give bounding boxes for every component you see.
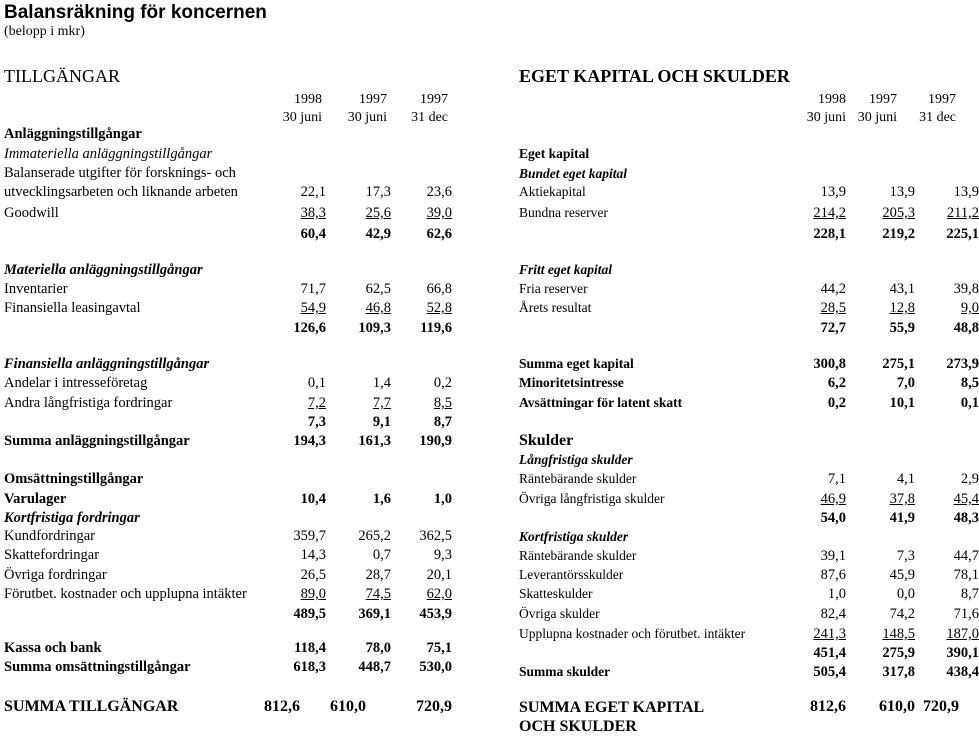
liability-row (519, 146, 959, 165)
asset-row-value-1: 28,7 (365, 567, 391, 583)
asset-row (4, 262, 456, 281)
liab-year-1997b: 1997 (928, 92, 956, 107)
liability-row-label: Årets resultat (519, 300, 592, 315)
liability-row-label: Summa skulder (519, 664, 611, 679)
asset-row (4, 640, 456, 659)
asset-row-value-1: 1,6 (372, 491, 391, 507)
liability-row-value-2: 225,1 (946, 226, 979, 242)
asset-row-value-1: 448,7 (358, 659, 391, 675)
liability-row (519, 471, 979, 490)
liability-row-label: Räntebärande skulder (519, 548, 637, 563)
liability-row-label: Leverantörsskulder (519, 567, 624, 582)
liability-row-value-2: 71,6 (953, 606, 979, 622)
liability-row (519, 606, 979, 625)
liability-row-value-1: 275,9 (882, 645, 915, 661)
asset-row-value-1: 9,1 (372, 414, 391, 430)
asset-row (4, 471, 456, 490)
liability-row (519, 320, 979, 339)
liability-row (519, 262, 959, 281)
asset-row (4, 146, 456, 165)
asset-row (4, 126, 456, 145)
liability-row-value-0: 0,2 (827, 395, 846, 411)
asset-row (4, 659, 456, 678)
liability-row-value-0: 451,4 (813, 645, 846, 661)
liability-row-value-0: 46,9 (820, 491, 846, 507)
liability-row-label: Eget kapital (519, 146, 590, 161)
asset-row-value-1: 265,2 (358, 528, 391, 544)
liability-row-value-0: 72,7 (820, 320, 846, 336)
asset-row (4, 567, 456, 586)
liability-row-value-1: 10,1 (889, 395, 915, 411)
liability-row-label: Kortfristiga skulder (519, 529, 629, 544)
asset-row-value-0: 54,9 (300, 300, 326, 316)
asset-row-value-1: 74,5 (365, 586, 391, 602)
asset-row-value-0: 22,1 (300, 184, 326, 200)
liability-row-value-1: 317,8 (882, 664, 915, 680)
liability-row-value-2: 39,8 (953, 281, 979, 297)
liab-total-1998: 812,6 (810, 698, 846, 715)
asset-row-value-2: 453,9 (419, 606, 452, 622)
asset-row-value-2: 8,7 (433, 414, 452, 430)
asset-row (4, 414, 456, 433)
liability-row (519, 586, 979, 605)
liability-row-value-0: 82,4 (820, 606, 846, 622)
assets-total-row (4, 698, 454, 717)
liability-row-value-2: 438,4 (946, 664, 979, 680)
liability-row-value-0: 7,1 (827, 471, 846, 487)
asset-row-value-2: 8,5 (433, 395, 452, 411)
liability-row-value-2: 0,1 (960, 395, 979, 411)
asset-row-value-2: 62,0 (426, 586, 452, 602)
liability-row-value-2: 211,2 (946, 205, 979, 221)
liab-year-1997a: 1997 (869, 92, 897, 107)
liability-row-label: Övriga skulder (519, 606, 600, 621)
assets-total-1998: 812,6 (264, 698, 300, 715)
asset-row (4, 547, 456, 566)
liability-row-value-2: 9,0 (960, 300, 979, 316)
liability-row-value-0: 300,8 (813, 356, 846, 372)
asset-row-label: Finansiella anläggningstillgångar (4, 356, 210, 372)
asset-row-value-0: 10,4 (300, 491, 326, 507)
asset-row-label: Kortfristiga fordringar (4, 510, 140, 526)
liability-row-value-2: 273,9 (946, 356, 979, 372)
asset-row (4, 300, 456, 319)
asset-row (4, 528, 456, 547)
liability-row-value-0: 44,2 (820, 281, 846, 297)
asset-row-value-1: 369,1 (358, 606, 391, 622)
asset-row-value-0: 71,7 (300, 281, 326, 297)
liability-row (519, 432, 959, 451)
liability-row-value-0: 1,0 (827, 586, 846, 602)
liab-total-row (519, 698, 959, 738)
liability-row (519, 226, 979, 245)
liability-row-value-2: 78,1 (953, 567, 979, 583)
asset-row-value-2: 9,3 (433, 547, 452, 563)
asset-row (4, 606, 456, 625)
asset-row-value-0: 38,3 (300, 205, 326, 221)
asset-row-value-2: 1,0 (433, 491, 452, 507)
asset-row (4, 281, 456, 300)
asset-row-value-1: 17,3 (365, 184, 391, 200)
asset-row-label: Immateriella anläggningstillgångar (4, 146, 213, 162)
page-subtitle: (belopp i mkr) (4, 24, 85, 39)
asset-row-label: Andra långfristiga fordringar (4, 395, 173, 411)
asset-row-value-2: 52,8 (426, 300, 452, 316)
liability-row-value-1: 13,9 (889, 184, 915, 200)
asset-row (4, 395, 456, 414)
liability-row-value-1: 4,1 (896, 471, 915, 487)
liability-row-value-1: 275,1 (882, 356, 915, 372)
asset-row-value-2: 75,1 (426, 640, 452, 656)
liability-row-value-2: 8,5 (960, 375, 979, 391)
liability-row-label: Övriga långfristiga skulder (519, 491, 665, 506)
liab-date-2: 30 juni (857, 110, 897, 125)
liability-row-value-2: 48,8 (953, 320, 979, 336)
liability-row-value-2: 48,3 (953, 510, 979, 526)
asset-row-value-0: 89,0 (300, 586, 326, 602)
liab-date-1: 30 juni (806, 110, 846, 125)
asset-row-value-2: 62,6 (426, 226, 452, 242)
asset-row (4, 226, 456, 245)
liability-row-value-1: 7,3 (896, 548, 915, 564)
liability-row-value-0: 6,2 (827, 375, 846, 391)
liability-row-value-2: 44,7 (953, 548, 979, 564)
asset-row-value-0: 7,2 (307, 395, 326, 411)
asset-row-value-1: 1,4 (372, 375, 391, 391)
liability-row-label: Bundna reserver (519, 205, 608, 220)
asset-row-value-0: 359,7 (293, 528, 326, 544)
asset-row (4, 356, 456, 375)
liability-row-label: Avsättningar för latent skatt (519, 395, 683, 410)
asset-row-label: Balanserade utgifter för forsknings- och (4, 165, 236, 181)
liability-row-label: Fria reserver (519, 281, 588, 296)
asset-row-value-0: 26,5 (300, 567, 326, 583)
asset-row (4, 510, 456, 529)
asset-row-label: Förutbet. kostnader och upplupna intäkter (4, 586, 247, 602)
liability-row-value-1: 45,9 (889, 567, 915, 583)
liability-row (519, 166, 959, 185)
liability-row-value-1: 0,0 (896, 586, 915, 602)
liability-row-value-0: 241,3 (813, 626, 846, 642)
asset-row-label: Skattefordringar (4, 547, 100, 563)
liability-row-label: Minoritetsintresse (519, 375, 624, 390)
liab-total-1997b: 720,9 (923, 698, 959, 715)
page-title: Balansräkning för koncernen (4, 2, 267, 23)
asset-row-label: Varulager (4, 491, 67, 507)
liability-row-value-1: 12,8 (889, 300, 915, 316)
asset-row-value-1: 78,0 (365, 640, 391, 656)
assets-date-2: 30 juni (347, 110, 387, 125)
asset-row-label: Summa anläggningstillgångar (4, 433, 190, 449)
asset-row-label: Inventarier (4, 281, 68, 297)
liability-row-value-1: 219,2 (882, 226, 915, 242)
asset-row-value-2: 190,9 (419, 433, 452, 449)
asset-row (4, 433, 456, 452)
liability-row-label: Summa eget kapital (519, 356, 634, 371)
asset-row (4, 586, 456, 605)
liabilities-heading: EGET KAPITAL OCH SKULDER (519, 66, 790, 86)
liability-row (519, 356, 979, 375)
liability-row-value-0: 87,6 (820, 567, 846, 583)
assets-year-1997a: 1997 (359, 92, 387, 107)
liability-row-value-0: 13,9 (820, 184, 846, 200)
liability-row-value-1: 43,1 (889, 281, 915, 297)
asset-row-value-1: 161,3 (358, 433, 391, 449)
liability-row-value-0: 228,1 (813, 226, 846, 242)
liability-row (519, 205, 979, 224)
asset-row-label: Goodwill (4, 205, 59, 221)
liability-row-value-0: 54,0 (820, 510, 846, 526)
assets-date-1: 30 juni (282, 110, 322, 125)
liability-row (519, 452, 959, 471)
liability-row (519, 491, 979, 510)
assets-year-1998: 1998 (294, 92, 322, 107)
asset-row (4, 320, 456, 339)
liability-row-value-0: 39,1 (820, 548, 846, 564)
asset-row-value-0: 126,6 (293, 320, 326, 336)
asset-row-value-1: 109,3 (358, 320, 391, 336)
liability-row-value-0: 28,5 (820, 300, 846, 316)
asset-row-value-2: 530,0 (419, 659, 452, 675)
liability-row-label: Aktiekapital (519, 184, 586, 199)
liability-row (519, 281, 979, 300)
liability-row-label: Upplupna kostnader och förutbet. intäkter (519, 626, 746, 641)
liability-row-value-2: 2,9 (960, 471, 979, 487)
asset-row-value-1: 0,7 (372, 547, 391, 563)
liability-row-label: Räntebärande skulder (519, 471, 637, 486)
assets-total-label: SUMMA TILLGÄNGAR (4, 698, 179, 715)
assets-total-1997a: 610,0 (330, 698, 366, 715)
asset-row (4, 375, 456, 394)
asset-row (4, 184, 456, 203)
liability-row-value-2: 390,1 (946, 645, 979, 661)
assets-total-1997b: 720,9 (416, 698, 452, 715)
asset-row-value-2: 39,0 (426, 205, 452, 221)
asset-row-label: Kundfordringar (4, 528, 96, 544)
liability-row-value-2: 13,9 (953, 184, 979, 200)
asset-row-label: Kassa och bank (4, 640, 102, 656)
asset-row-label: Omsättningstillgångar (4, 471, 144, 487)
asset-row-value-2: 23,6 (426, 184, 452, 200)
liability-row (519, 529, 959, 548)
liability-row (519, 395, 979, 414)
liability-row (519, 375, 979, 394)
asset-row-label: utvecklingsarbeten och liknande arbeten (4, 184, 238, 200)
asset-row-value-0: 118,4 (294, 640, 326, 656)
liability-row (519, 300, 979, 319)
assets-heading: TILLGÄNGAR (4, 66, 120, 86)
asset-row (4, 491, 456, 510)
liability-row-value-0: 505,4 (813, 664, 846, 680)
liability-row-label: Skulder (519, 432, 574, 449)
liability-row-value-1: 37,8 (889, 491, 915, 507)
liability-row-label: Bundet eget kapital (519, 166, 627, 181)
asset-row-label: Materiella anläggningstillgångar (4, 262, 203, 278)
asset-row-value-2: 66,8 (426, 281, 452, 297)
liability-row-label: Fritt eget kapital (519, 262, 612, 277)
asset-row (4, 205, 456, 224)
asset-row-value-2: 0,2 (433, 375, 452, 391)
liability-row (519, 664, 979, 683)
asset-row-value-0: 194,3 (293, 433, 326, 449)
asset-row-label: Övriga fordringar (4, 567, 107, 583)
asset-row-value-0: 0,1 (307, 375, 326, 391)
liability-row-value-1: 74,2 (889, 606, 915, 622)
asset-row-value-0: 7,3 (307, 414, 326, 430)
asset-row-value-2: 119,6 (420, 320, 452, 336)
liability-row (519, 645, 979, 664)
liability-row (519, 567, 979, 586)
asset-row-value-1: 62,5 (365, 281, 391, 297)
liability-row-value-1: 7,0 (896, 375, 915, 391)
asset-row-value-1: 7,7 (372, 395, 391, 411)
asset-row (4, 165, 456, 184)
liability-row (519, 626, 979, 645)
asset-row-value-2: 362,5 (419, 528, 452, 544)
liability-row-value-2: 8,7 (960, 586, 979, 602)
liability-row-value-0: 214,2 (813, 205, 846, 221)
liab-year-1998: 1998 (818, 92, 846, 107)
asset-row-label: Finansiella leasingavtal (4, 300, 141, 316)
asset-row-value-0: 14,3 (300, 547, 326, 563)
asset-row-value-1: 46,8 (365, 300, 391, 316)
liability-row-value-2: 45,4 (953, 491, 979, 507)
liability-row-value-2: 187,0 (946, 626, 979, 642)
liability-row-label: Långfristiga skulder (519, 452, 633, 467)
liability-row-value-1: 148,5 (882, 626, 915, 642)
asset-row-value-1: 42,9 (365, 226, 391, 242)
asset-row-value-0: 618,3 (293, 659, 326, 675)
liability-row-value-1: 205,3 (882, 205, 915, 221)
liab-total-1997a: 610,0 (879, 698, 915, 715)
liab-total-label: SUMMA EGET KAPITAL OCH SKULDER (519, 699, 704, 735)
liability-row (519, 184, 979, 203)
asset-row-label: Anläggningstillgångar (4, 126, 142, 142)
asset-row-value-2: 20,1 (426, 567, 452, 583)
liab-date-3: 31 dec (919, 110, 956, 125)
asset-row-value-0: 60,4 (300, 226, 326, 242)
assets-year-1997b: 1997 (420, 92, 448, 107)
liability-row (519, 548, 979, 567)
asset-row-label: Andelar i intresseföretag (4, 375, 148, 391)
liability-row-value-1: 55,9 (889, 320, 915, 336)
asset-row-label: Summa omsättningstillgångar (4, 659, 191, 675)
liability-row-label: Skatteskulder (519, 586, 593, 601)
assets-date-3: 31 dec (411, 110, 448, 125)
liability-row (519, 510, 979, 529)
asset-row-value-0: 489,5 (293, 606, 326, 622)
liability-row-value-1: 41,9 (889, 510, 915, 526)
asset-row-value-1: 25,6 (365, 205, 391, 221)
